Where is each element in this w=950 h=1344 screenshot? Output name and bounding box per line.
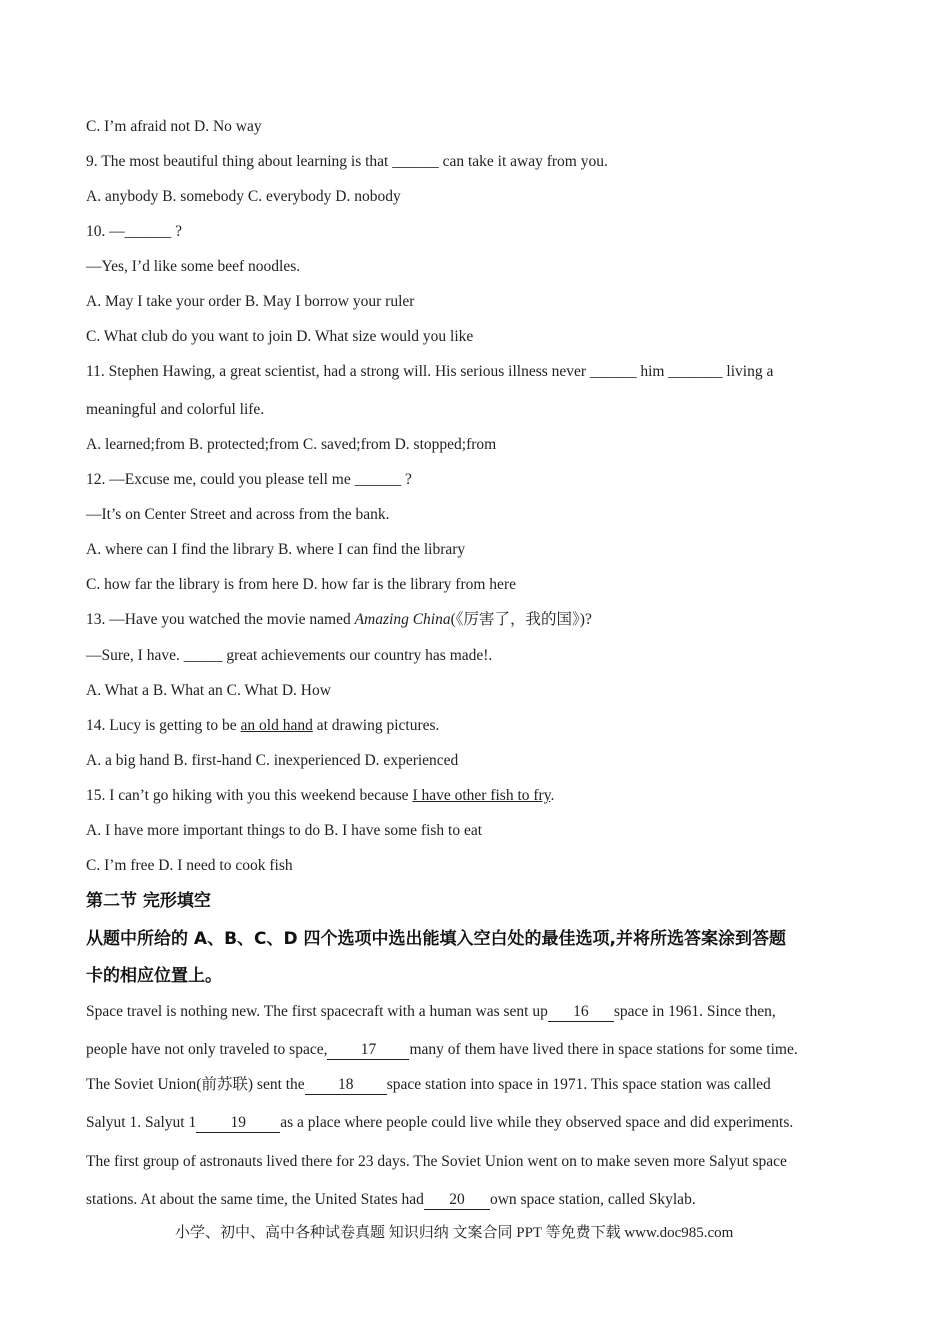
movie-title: Amazing China — [354, 611, 451, 628]
page-footer: 小学、初中、高中各种试卷真题 知识归纳 文案合同 PPT 等免费下载 www.doc985.com — [175, 1225, 734, 1241]
blank-20: 20 — [424, 1191, 490, 1210]
question-9: 9. The most beautiful thing about learning is that ______ can take it away from you. — [86, 153, 608, 170]
question-13 — [86, 610, 592, 630]
blank-18: 18 — [305, 1076, 387, 1095]
question-11-continued: meaningful and colorful life. — [86, 401, 265, 418]
question-10: 10. —______ ? — [86, 223, 183, 240]
passage-text: Space travel is nothing new. The first spacecraft with a human was sent up — [86, 1003, 548, 1020]
passage-text: people have not only traveled to space, — [86, 1041, 328, 1058]
question-12: 12. —Excuse me, could you please tell me ______ ? — [86, 471, 412, 488]
option-line: A. May I take your order B. May I borrow your ruler — [86, 293, 415, 310]
dialogue-line: —It’s on Center Street and across from the bank. — [86, 506, 390, 523]
passage-text: space in 1961. Since then, — [613, 1003, 776, 1020]
blank-16: 16 — [548, 1003, 614, 1022]
question-14-text: 14. Lucy is getting to be — [86, 717, 241, 734]
option-line: A. I have more important things to do B. I have some fish to eat — [86, 822, 483, 839]
blank-17: 17 — [327, 1041, 409, 1060]
passage-line — [86, 1113, 793, 1133]
question-14-text-end: at drawing pictures. — [312, 717, 440, 734]
section-instruction-continued: 卡的相应位置上。 — [86, 966, 222, 986]
passage-text: many of them have lived there in space stations for some time. — [409, 1041, 798, 1058]
underlined-phrase: I have other fish to fry — [412, 787, 551, 804]
question-15-text: 15. I can’t go hiking with you this weekend because — [86, 787, 413, 804]
passage-text: as a place where people could live while they observed space and did experiments. — [280, 1114, 794, 1131]
option-line: A. learned;from B. protected;from C. saved;from D. stopped;from — [86, 436, 497, 453]
passage-line — [86, 1190, 696, 1210]
passage-text: space station into space in 1971. This space station was called — [386, 1076, 771, 1093]
option-line: A. What a B. What an C. What D. How — [86, 682, 331, 699]
dialogue-line: —Yes, I’d like some beef noodles. — [86, 258, 301, 275]
question-13-text-end: (《厉害了，我的国》)? — [450, 611, 592, 628]
option-line: A. where can I find the library B. where I can find the library — [86, 541, 466, 558]
question-11: 11. Stephen Hawing, a great scientist, had a strong will. His serious illness never ______ him _______ living a — [86, 363, 774, 380]
question-14 — [86, 716, 439, 736]
dialogue-line: —Sure, I have. _____ great achievements our country has made!. — [86, 647, 493, 664]
underlined-phrase: an old hand — [240, 717, 313, 734]
question-15-text-end: . — [550, 787, 555, 804]
passage-line — [86, 1075, 771, 1095]
blank-19: 19 — [196, 1114, 280, 1133]
passage-text: The Soviet Union(前苏联) sent the — [86, 1076, 305, 1093]
passage-text: own space station, called Skylab. — [489, 1191, 696, 1208]
passage-line — [86, 1002, 776, 1022]
question-15 — [86, 786, 554, 806]
passage-text: Salyut 1. Salyut 1 — [86, 1114, 197, 1131]
option-line: C. I’m free D. I need to cook fish — [86, 857, 293, 874]
option-line: C. What club do you want to join D. What size would you like — [86, 328, 474, 345]
option-line: A. a big hand B. first-hand C. inexperienced D. experienced — [86, 752, 459, 769]
passage-line: The first group of astronauts lived there for 23 days. The Soviet Union went on to make seven more Salyut space — [86, 1153, 787, 1170]
option-line: C. I’m afraid not D. No way — [86, 118, 262, 135]
passage-line — [86, 1040, 798, 1060]
section-title: 第二节 完形填空 — [86, 891, 211, 911]
option-line: C. how far the library is from here D. how far is the library from here — [86, 576, 516, 593]
option-line: A. anybody B. somebody C. everybody D. nobody — [86, 188, 401, 205]
passage-text: stations. At about the same time, the United States had — [86, 1191, 424, 1208]
section-instruction: 从题中所给的 A、B、C、D 四个选项中选出能填入空白处的最佳选项,并将所选答案涂到答题 — [86, 929, 786, 949]
question-13-text: 13. —Have you watched the movie named — [86, 611, 355, 628]
